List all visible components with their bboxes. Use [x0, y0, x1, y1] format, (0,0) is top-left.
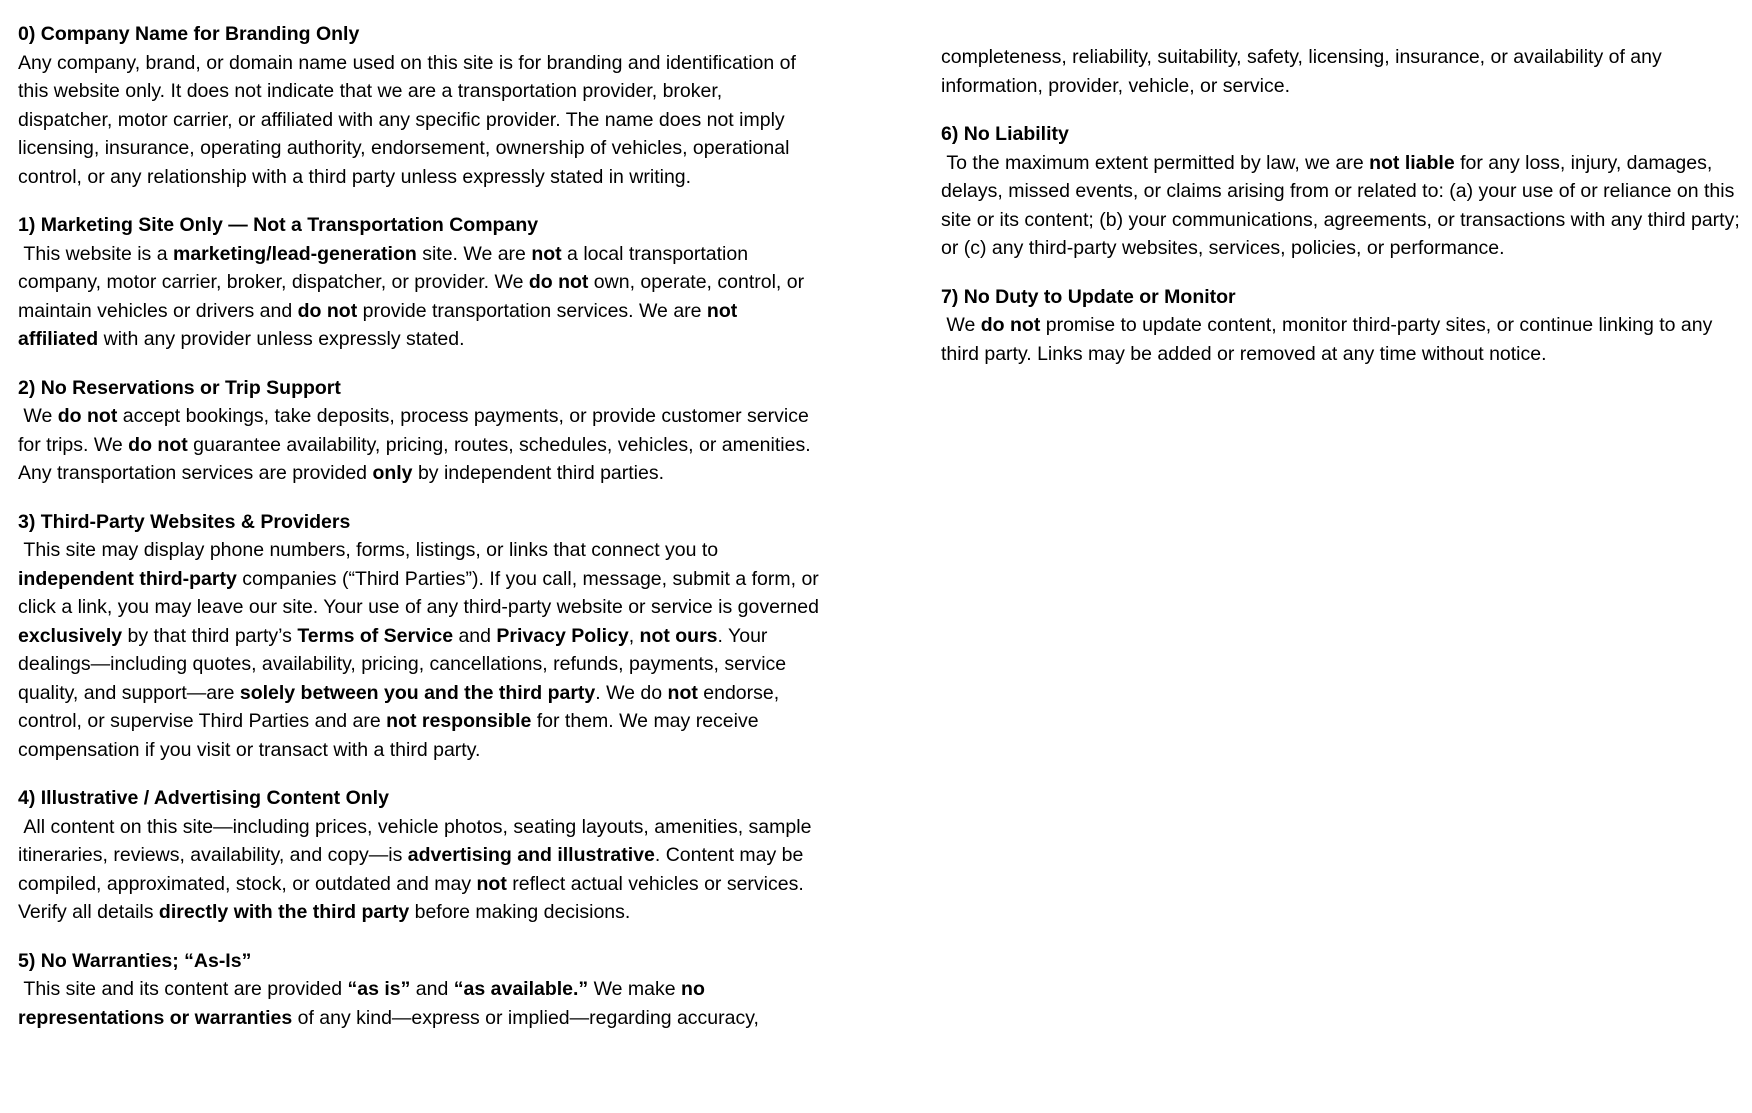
bold-text: do not — [528, 271, 589, 293]
text-run: accept bookings, take deposits, process payments, or provide customer service for trips. We — [18, 405, 815, 456]
section-paragraph — [18, 975, 819, 1032]
text-run: a local transportation company, motor carrier, broker, dispatcher, or provider. We — [18, 242, 754, 293]
section-heading: 2) No Reservations or Trip Support — [18, 376, 341, 399]
text-run: . Content may be compiled, approximated, stock, or outdated and may — [18, 844, 809, 895]
continued-paragraph — [941, 43, 1742, 100]
text-run: companies (“Third Parties”). If you call, message, submit a form, or click a link, you may leave our site. Your use of any third-party website or service is governed — [18, 567, 825, 618]
text-run: Any company, brand, or domain name used on this site is for branding and identification of this website only. It does not indicate that we are a transportation provider, broker, dispatcher, motor carrier, or affiliated with any specific provider. The name does not imply licensing, insurance, operating authority, endorsement, ownership of vehicles, operational control, or any relationship with a third party unless expressly stated in writing. — [18, 51, 802, 188]
section-paragraph — [18, 240, 819, 354]
text-run: This site and its content are provided — [18, 978, 348, 1000]
section-paragraph — [18, 813, 819, 927]
section-paragraph — [941, 149, 1746, 263]
text-run: by that third party’s — [122, 624, 298, 647]
text-run: We — [18, 405, 58, 427]
text-run: . Your dealings—including quotes, availability, pricing, cancellations, refunds, payments, service quality, and support—are — [18, 624, 792, 704]
bold-text: advertising and illustrative — [407, 844, 655, 866]
text-run: This website is a — [18, 242, 173, 265]
bold-text: Terms of Service — [297, 624, 454, 647]
text-run: own, operate, control, or maintain vehicles or drivers and — [18, 271, 810, 322]
text-run: , — [628, 624, 640, 647]
bold-text: not — [667, 681, 698, 704]
text-run: site. We are — [416, 242, 532, 265]
section-heading: 6) No Liability — [941, 123, 1069, 145]
text-run: . We do — [595, 681, 668, 704]
disclaimer-section — [941, 120, 1746, 263]
text-run: reflect actual vehicles or services. Verify all details — [18, 872, 810, 923]
disclaimer-section — [18, 784, 819, 927]
section-paragraph — [18, 402, 819, 488]
disclaimer-section — [941, 283, 1742, 369]
text-run: and — [453, 624, 497, 647]
bold-text: do not — [297, 299, 358, 322]
disclaimer-section — [18, 20, 819, 191]
section-heading: 7) No Duty to Update or Monitor — [941, 285, 1236, 308]
bold-text: marketing/lead-generation — [172, 242, 417, 265]
bold-text: do not — [57, 405, 118, 427]
bold-text: not — [531, 242, 562, 265]
text-run: of any kind—express or implied—regarding accuracy, — [292, 1006, 759, 1029]
text-run: completeness, reliability, suitability, safety, licensing, insurance, or availability of any information, provider, vehicle, or service. — [941, 46, 1668, 97]
column-left — [18, 0, 825, 1113]
bold-text: do not — [128, 433, 188, 456]
bold-text: not — [476, 872, 507, 895]
column-right — [941, 0, 1746, 1113]
text-run: by independent third parties. — [412, 462, 665, 484]
section-heading: 5) No Warranties; “As-Is” — [18, 949, 252, 972]
text-run: endorse, control, or supervise Third Parties and are — [18, 681, 785, 732]
section-paragraph — [18, 536, 825, 764]
bold-text: Privacy Policy — [496, 624, 629, 647]
bold-text: directly with the third party — [158, 901, 410, 923]
disclaimer-section — [18, 508, 825, 765]
text-run: with any provider unless expressly stated. — [98, 328, 465, 350]
disclaimer-section — [941, 43, 1742, 100]
disclaimer-section — [18, 211, 819, 354]
bold-text: not affiliated — [18, 299, 743, 350]
bold-text: “as available.” — [453, 978, 589, 1000]
bold-text: only — [372, 462, 413, 484]
text-run: promise to update content, monitor third-party sites, or continue linking to any third party. Links may be added or removed at any time without notice. — [941, 314, 1718, 365]
section-heading: 1) Marketing Site Only — Not a Transportation Company — [18, 214, 539, 236]
section-paragraph — [18, 49, 819, 192]
text-run: To the maximum extent permitted by law, we are — [941, 151, 1370, 174]
disclaimer-section — [18, 947, 819, 1033]
section-heading: 0) Company Name for Branding Only — [18, 23, 360, 45]
disclaimer-section — [18, 374, 819, 488]
bold-text: not liable — [1369, 151, 1455, 174]
bold-text: solely between you and the third party — [239, 681, 596, 704]
bold-text: no representations or warranties — [18, 978, 711, 1029]
text-run: We — [941, 314, 981, 336]
bold-text: do not — [980, 314, 1041, 336]
text-run: provide transportation services. We are — [357, 299, 707, 322]
text-run: guarantee availability, pricing, routes, schedules, vehicles, or amenities. Any transportation services are provided — [18, 433, 815, 484]
bold-text: “as is” — [347, 978, 411, 1000]
text-run: and — [410, 978, 454, 1000]
bold-text: exclusively — [18, 624, 123, 647]
bold-text: not ours — [639, 624, 718, 647]
bold-text: independent third-party — [18, 567, 237, 590]
text-run: We make — [588, 978, 682, 1000]
section-paragraph — [941, 311, 1742, 368]
text-run: before making decisions. — [409, 901, 631, 923]
text-run: for any loss, injury, damages, delays, missed events, or claims arising from or related to: (a) your use of or reliance on this site or its content; (b) your communications, agreements, or transactions with any third party; or (c) any third-party websites, services, policies, or performance. — [941, 151, 1746, 259]
bold-text: not responsible — [386, 710, 532, 732]
section-heading: 3) Third-Party Websites & Providers — [18, 510, 351, 533]
text-run: All content on this site—including prices, vehicle photos, seating layouts, amenities, sample itineraries, reviews, availability, and copy—is — [18, 815, 817, 866]
section-heading: 4) Illustrative / Advertising Content Only — [18, 787, 389, 809]
text-run: This site may display phone numbers, forms, listings, or links that connect you to — [18, 539, 724, 561]
text-run: for them. We may receive compensation if you visit or transact with a third party. — [18, 710, 764, 761]
